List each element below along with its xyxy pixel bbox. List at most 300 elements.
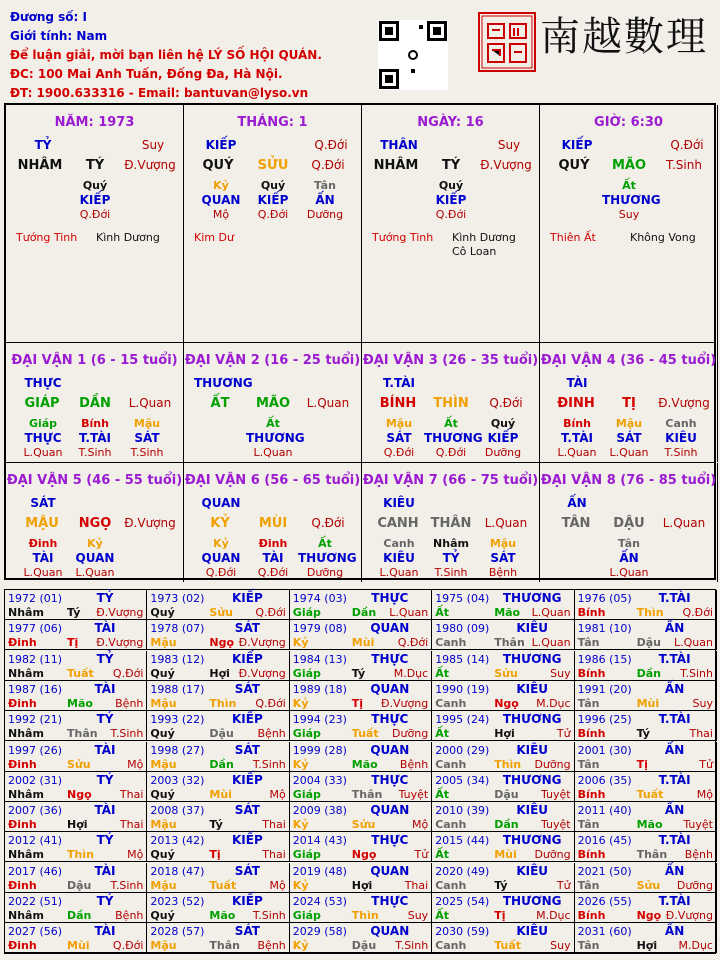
year-god: QUAN [370, 742, 410, 757]
year-state: Tuyệt [540, 818, 571, 832]
year-cell [575, 772, 717, 802]
year-state: Mộ [696, 787, 713, 801]
year-god: KIÊU [516, 803, 549, 818]
year-label: 1990 (19) [435, 682, 490, 696]
year-god: TÀI [94, 803, 116, 818]
year-cell [5, 923, 147, 953]
year-stem: Đinh [8, 878, 37, 892]
gender-line [10, 27, 370, 46]
dai-van-branch: DẬU [613, 516, 645, 531]
year-cell [575, 923, 717, 953]
year-cell [432, 681, 574, 711]
year-stem: Tân [577, 878, 600, 892]
year-cell [290, 893, 432, 923]
year-god: THƯƠNG [502, 651, 562, 666]
dai-van-branch: MÙI [258, 516, 288, 531]
year-label: 2030 (59) [435, 925, 490, 939]
year-stem: Tân [577, 696, 600, 710]
year-state: Q.Đới [397, 636, 429, 650]
hidden-state: Suy [618, 208, 640, 221]
year-god: ẤN [664, 803, 685, 818]
year-stem: Kỷ [292, 939, 309, 953]
year-cell [575, 802, 717, 832]
pillar-star-left: Thiên Ất [550, 231, 596, 244]
year-state: Q.Đới [112, 666, 144, 680]
qr-code-icon[interactable] [378, 20, 448, 90]
year-stem: Ất [435, 909, 449, 922]
year-god: T.TÀI [658, 651, 691, 666]
dai-van-cell [6, 343, 184, 462]
year-label: 2010 (39) [435, 804, 490, 818]
year-stem: Mậu [150, 878, 177, 892]
year-stem: Giáp [292, 727, 321, 741]
year-state: Đ.Vượng [238, 636, 286, 650]
year-branch: Sửu [209, 606, 233, 619]
year-branch: Tý [209, 818, 223, 832]
year-branch: Hợi [351, 878, 373, 892]
year-god: KIẾP [232, 651, 263, 666]
year-god: KIÊU [516, 863, 549, 878]
year-stem: Canh [435, 878, 467, 892]
year-state: Q.Đới [112, 939, 144, 953]
year-god: KIẾP [232, 591, 263, 605]
year-cell [290, 802, 432, 832]
year-state: Đ.Vượng [238, 666, 286, 680]
year-label: 2014 (43) [292, 834, 347, 848]
year-state: L.Quan [531, 606, 571, 619]
pillar-state: Suy [141, 138, 165, 152]
hidden-state: Dưỡng [306, 208, 344, 221]
year-god: THỰC [371, 651, 409, 666]
year-god: ẤN [664, 681, 685, 696]
dai-van-cell [362, 463, 540, 582]
year-stem: Canh [435, 636, 467, 650]
year-branch: Thân [209, 939, 240, 953]
year-label: 1972 (01) [8, 592, 63, 605]
dai-van-stem: ẤT [210, 396, 230, 411]
year-label: 1997 (26) [8, 743, 63, 757]
red-seal-icon [478, 12, 536, 72]
year-cell [5, 742, 147, 772]
year-stem: Bính [577, 606, 606, 619]
pillar-star-left: Tướng Tinh [16, 231, 78, 244]
year-label: 2017 (46) [8, 864, 63, 878]
year-god: KIÊU [516, 621, 549, 636]
year-label: 2009 (38) [292, 804, 347, 818]
year-cell [5, 772, 147, 802]
year-state: Bệnh [257, 727, 286, 741]
year-label: 2021 (50) [577, 864, 632, 878]
hidden-state: L.Quan [557, 446, 597, 459]
year-branch: Dần [209, 757, 234, 771]
year-branch: Dậu [636, 636, 661, 650]
year-state: Q.Đới [682, 606, 713, 619]
dai-van-cell [6, 463, 184, 582]
year-stem: Canh [435, 696, 467, 710]
hidden-state: L.Quan [23, 446, 63, 459]
year-god: QUAN [370, 621, 410, 636]
year-stem: Tân [577, 757, 600, 771]
year-cell [432, 651, 574, 681]
pillar-column [184, 105, 362, 343]
year-branch: Hợi [494, 727, 515, 741]
year-cell [147, 742, 289, 772]
year-label: 1992 (21) [8, 713, 63, 727]
year-cell [5, 711, 147, 741]
hidden-god: SÁT [386, 431, 412, 445]
dai-van-stem: KỶ [210, 516, 230, 531]
year-label: 1991 (20) [577, 682, 632, 696]
year-branch: Dần [351, 606, 377, 619]
pillar-column [540, 105, 718, 343]
year-branch: Dậu [494, 787, 519, 801]
year-stem: Kỷ [292, 636, 309, 650]
year-label: 1995 (24) [435, 713, 490, 727]
hidden-state: Q.Đới [257, 566, 289, 579]
year-cell [147, 893, 289, 923]
year-cell [432, 802, 574, 832]
dai-van-title: ĐẠI VẬN 2 (16 - 25 tuổi) [184, 353, 361, 368]
year-god: T.TÀI [658, 772, 691, 787]
year-label: 2005 (34) [435, 773, 490, 787]
hidden-state: Q.Đới [435, 446, 467, 459]
year-cell [5, 681, 147, 711]
dai-van-state: Q.Đới [489, 396, 523, 410]
year-cell [432, 893, 574, 923]
year-state: M.Dục [536, 909, 571, 922]
hidden-stem: Mậu [615, 417, 643, 430]
year-cell [575, 651, 717, 681]
hidden-god: KIÊU [665, 431, 697, 445]
year-stem: Đinh [8, 818, 37, 832]
year-label: 1977 (06) [8, 622, 63, 636]
year-cell [147, 651, 289, 681]
dai-van-state: L.Quan [662, 516, 706, 530]
year-label: 1998 (27) [150, 743, 205, 757]
year-cell [5, 802, 147, 832]
year-branch: Tuất [636, 787, 664, 801]
year-state: Bệnh [399, 757, 429, 771]
year-branch: Ngọ [636, 909, 662, 922]
year-state: M.Dục [678, 939, 713, 953]
year-branch: Tý [494, 878, 508, 892]
pillar-title: GIỜ: 6:30 [594, 115, 663, 130]
year-god: TÀI [94, 621, 116, 636]
year-cell [147, 772, 289, 802]
year-state: T.Sinh [110, 727, 144, 741]
hidden-stem: Đinh [258, 537, 288, 550]
hidden-stem: Bính [81, 417, 109, 430]
pillar-star-right: Không Vong [630, 231, 696, 244]
dai-van-title: ĐẠI VẬN 7 (66 - 75 tuổi) [362, 473, 539, 488]
year-label: 2006 (35) [577, 773, 632, 787]
year-label: 2013 (42) [150, 834, 205, 848]
year-god: THƯƠNG [502, 772, 562, 787]
gender-label: Giới tính: [10, 29, 73, 43]
year-label: 2003 (32) [150, 773, 205, 787]
year-branch: Thân [67, 727, 98, 741]
year-cell [5, 590, 147, 620]
hidden-god: QUAN [75, 551, 115, 565]
year-stem: Tân [577, 939, 600, 953]
pillar-star-left: Kim Dư [194, 231, 234, 244]
hidden-stem: Ất [622, 179, 636, 192]
year-state: Bệnh [115, 909, 144, 922]
dai-van-branch: DẦN [79, 396, 111, 411]
year-state: Bệnh [684, 848, 713, 862]
dai-van-branch: THÂN [430, 516, 472, 531]
year-state: Tử [699, 757, 713, 771]
year-state: Tuyệt [540, 787, 571, 801]
year-state: Bệnh [115, 696, 144, 710]
hidden-state: Dưỡng [484, 446, 522, 459]
dai-van-title: ĐẠI VẬN 8 (76 - 85 tuổi) [540, 473, 717, 488]
year-branch: Thìn [636, 606, 664, 619]
year-label: 2001 (30) [577, 743, 632, 757]
year-god: ẤN [664, 621, 685, 636]
pillar-stem: QUÝ [202, 158, 234, 173]
year-god: TỶ [96, 591, 114, 605]
hidden-state: L.Quan [609, 566, 649, 579]
year-label: 1979 (08) [292, 622, 347, 636]
year-stem: Giáp [292, 909, 321, 922]
year-branch: Ngọ [67, 787, 92, 801]
hidden-stem: Canh [665, 417, 697, 430]
year-cell [290, 590, 432, 620]
year-state: Mộ [269, 787, 286, 801]
hidden-stem: Quý [438, 179, 464, 192]
year-branch: Tị [494, 909, 506, 922]
year-branch: Tý [351, 666, 366, 680]
year-branch: Tuất [494, 939, 521, 953]
subject-label: Đương số: [10, 10, 79, 24]
year-state: Mộ [127, 757, 144, 771]
hidden-state: L.Quan [75, 566, 115, 579]
year-state: Thai [404, 878, 429, 892]
phone-email-line: ĐT: 1900.633316 - Email: bantuvan@lyso.vn [10, 86, 309, 100]
year-stem: Kỷ [292, 818, 309, 832]
year-state: Dưỡng [534, 848, 571, 862]
year-state: Dưỡng [534, 757, 571, 771]
hidden-state: L.Quan [379, 566, 419, 579]
year-stem: Mậu [150, 636, 177, 650]
year-cell [147, 590, 289, 620]
pillar-column [6, 105, 184, 343]
year-branch: Tý [636, 727, 650, 741]
year-branch: Ngọ [351, 848, 377, 862]
hidden-stem: Kỷ [87, 537, 103, 550]
year-stem: Ất [435, 727, 449, 741]
pillar-star-right: Kình Dương [96, 231, 160, 244]
year-state: Dưỡng [392, 727, 429, 741]
pillar-god: THÂN [380, 138, 418, 152]
dai-van-title: ĐẠI VẬN 3 (26 - 35 tuổi) [362, 353, 539, 368]
dai-van-title: ĐẠI VẬN 4 (36 - 45 tuổi) [540, 353, 717, 368]
hidden-state: Q.Đới [79, 208, 111, 221]
year-stem: Nhâm [8, 666, 44, 680]
year-label: 2011 (40) [577, 804, 632, 818]
year-god: THỰC [371, 772, 409, 787]
pillar-star-left: Tướng Tinh [372, 231, 434, 244]
year-state: Mộ [269, 878, 286, 892]
year-stem: Quý [150, 909, 175, 922]
year-state: Suy [407, 909, 429, 922]
year-god: THỰC [371, 894, 409, 908]
year-god: TỶ [96, 712, 114, 727]
pillar-branch: TÝ [85, 158, 105, 173]
year-label: 1987 (16) [8, 682, 63, 696]
hidden-stem: Tân [618, 537, 640, 550]
year-branch: Thìn [351, 909, 379, 922]
year-god: KIÊU [516, 681, 549, 696]
hidden-god: SÁT [134, 431, 160, 445]
year-label: 1981 (10) [577, 622, 632, 636]
hidden-god: THỰC [24, 431, 62, 445]
year-branch: Tuất [67, 666, 94, 680]
subject-line [10, 8, 370, 27]
hidden-stem: Kỷ [213, 179, 229, 192]
year-branch: Mùi [494, 848, 517, 862]
year-god: KIÊU [516, 742, 549, 757]
year-stem: Đinh [8, 757, 37, 771]
hidden-stem: Kỷ [213, 537, 229, 550]
year-state: Thai [689, 727, 713, 741]
year-label: 1996 (25) [577, 713, 632, 727]
year-cell [575, 681, 717, 711]
year-branch: Mùi [67, 939, 90, 953]
year-state: T.Sinh [110, 878, 144, 892]
pillar-state: Q.Đới [314, 138, 348, 152]
dai-van-title: ĐẠI VẬN 1 (6 - 15 tuổi) [11, 353, 178, 368]
year-god: THỰC [371, 591, 409, 605]
year-cell [147, 802, 289, 832]
hidden-stem: Quý [490, 417, 516, 430]
year-god: SÁT [234, 681, 260, 696]
pillar-god: KIẾP [205, 138, 237, 152]
year-label: 1978 (07) [150, 622, 205, 636]
hidden-god: KIÊU [383, 551, 415, 565]
hidden-god: ẤN [315, 193, 335, 207]
year-stem: Ất [435, 606, 449, 619]
year-god: THƯƠNG [502, 712, 562, 727]
year-stem: Quý [150, 606, 175, 619]
year-cell [147, 832, 289, 862]
year-state: L.Quan [531, 636, 571, 650]
year-god: THƯƠNG [502, 591, 562, 605]
hidden-stem: Quý [260, 179, 286, 192]
year-label: 2000 (29) [435, 743, 490, 757]
pillar-branch-state: Đ.Vượng [480, 158, 532, 172]
year-cell [575, 590, 717, 620]
address-line: ĐC: 100 Mai Anh Tuấn, Đống Đa, Hà Nội. [10, 67, 283, 81]
year-branch: Hợi [636, 939, 658, 953]
year-state: Đ.Vượng [665, 909, 713, 922]
dai-van-branch: MÃO [255, 396, 291, 411]
year-branch: Dần [636, 666, 661, 680]
year-cell [290, 651, 432, 681]
hidden-state: Q.Đới [383, 446, 415, 459]
year-state: Thai [119, 818, 144, 832]
year-stem: Đinh [8, 636, 37, 650]
dai-van-god: ẤN [567, 496, 587, 510]
hidden-stem: Mậu [133, 417, 161, 430]
year-label: 2025 (54) [435, 895, 490, 908]
year-stem: Kỷ [292, 696, 309, 710]
year-cell [290, 832, 432, 862]
year-stem: Bính [577, 848, 606, 862]
dai-van-god: SÁT [30, 496, 56, 510]
year-state: Tử [556, 727, 571, 741]
year-stem: Ất [435, 666, 449, 680]
year-cell [147, 923, 289, 953]
pillar-title: THÁNG: 1 [237, 115, 308, 130]
hidden-stem: Canh [383, 537, 415, 550]
year-label: 1993 (22) [150, 713, 205, 727]
pillar-branch: TÝ [441, 158, 461, 173]
hidden-stem: Ất [266, 417, 280, 430]
year-state: Q.Đới [255, 696, 286, 710]
hidden-god: KIẾP [487, 431, 519, 445]
year-branch: Dần [494, 818, 519, 832]
hidden-stem: Mậu [385, 417, 413, 430]
year-stem: Mậu [150, 818, 177, 832]
pillar-branch: SỬU [257, 158, 289, 173]
year-god: THỰC [371, 712, 409, 727]
year-god: TỶ [96, 772, 114, 787]
pillar-state: Suy [497, 138, 521, 152]
year-label: 2008 (37) [150, 804, 205, 818]
year-label: 1994 (23) [292, 713, 347, 727]
year-state: Suy [550, 939, 571, 953]
year-cell [575, 711, 717, 741]
year-branch: Tị [209, 848, 221, 862]
hidden-god: KIẾP [79, 193, 111, 207]
hidden-stem: Ất [444, 417, 458, 430]
year-cell [5, 893, 147, 923]
year-god: ẤN [664, 924, 685, 939]
year-stem: Mậu [150, 939, 177, 953]
year-stem: Mậu [150, 696, 177, 710]
hidden-stem: Giáp [28, 417, 58, 430]
year-label: 1984 (13) [292, 652, 347, 666]
dai-van-title: ĐẠI VẬN 6 (56 - 65 tuổi) [184, 473, 361, 488]
hidden-stem: Ất [318, 537, 332, 550]
year-god: TÀI [94, 863, 116, 878]
year-label: 2019 (48) [292, 864, 347, 878]
year-stem: Tân [577, 636, 600, 650]
hidden-state: L.Quan [609, 446, 649, 459]
dai-van-branch: THÌN [433, 396, 469, 411]
year-stem: Bính [577, 909, 606, 922]
dai-van-state: Đ.Vượng [124, 516, 176, 530]
hidden-god: THƯƠNG [424, 431, 483, 445]
dai-van-god: T.TÀI [383, 376, 415, 390]
year-god: KIẾP [232, 833, 263, 848]
dai-van-god: QUAN [201, 496, 241, 510]
year-label: 2020 (49) [435, 864, 490, 878]
year-cell [432, 832, 574, 862]
year-god: TÀI [94, 742, 116, 757]
year-god: TÀI [94, 924, 116, 939]
year-branch: Mão [636, 818, 663, 832]
hidden-state: Bệnh [488, 566, 518, 579]
year-state: Suy [692, 696, 713, 710]
pillar-title: NĂM: 1973 [54, 115, 135, 130]
year-stem: Giáp [292, 787, 321, 801]
year-god: QUAN [370, 803, 410, 818]
hidden-stem: Bính [563, 417, 591, 430]
hidden-stem: Nhâm [433, 537, 469, 550]
